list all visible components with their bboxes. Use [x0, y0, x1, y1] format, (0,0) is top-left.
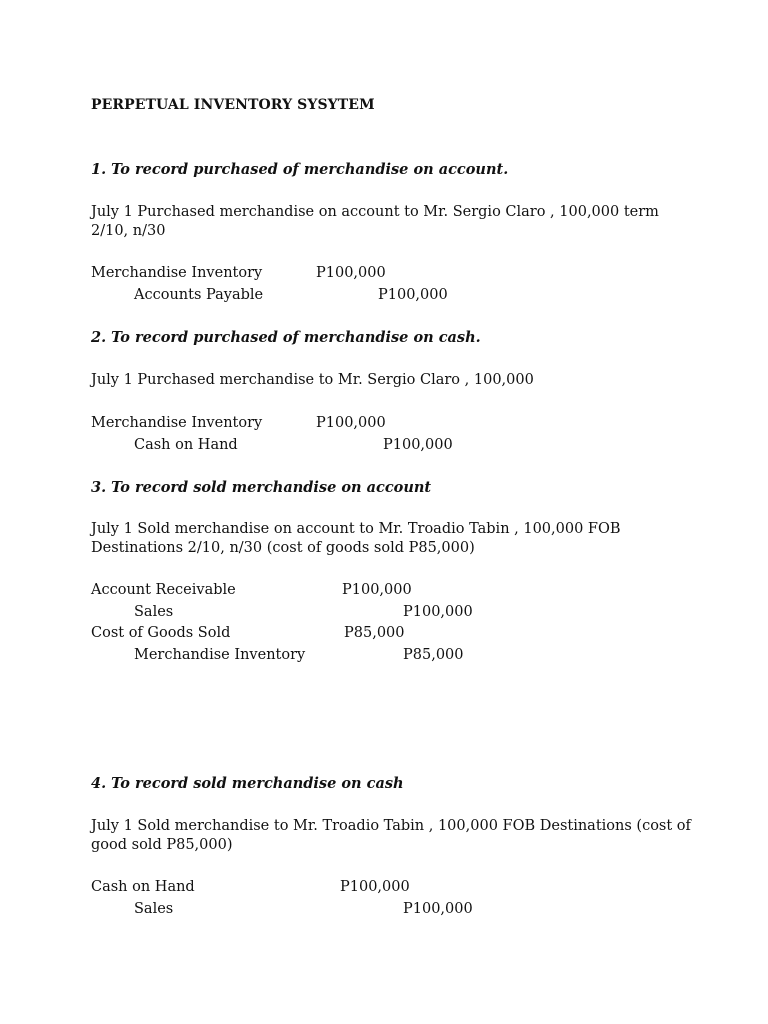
account-name: Merchandise Inventory [91, 415, 263, 431]
credit-amount: P100,000 [378, 287, 448, 303]
account-name: Merchandise Inventory [91, 265, 263, 281]
section-heading: 4. To record sold merchandise on cash [91, 775, 404, 792]
debit-amount: P85,000 [344, 625, 405, 641]
account-name: Cash on Hand [91, 879, 195, 895]
account-name: Merchandise Inventory [134, 647, 306, 663]
section-heading: 2. To record purchased of merchandise on cash. [91, 329, 481, 346]
transaction-description: July 1 Purchased merchandise on account to Mr. Sergio Claro , 100,000 term 2/10, n/30 [91, 204, 659, 239]
credit-amount: P100,000 [383, 437, 453, 453]
transaction-description: July 1 Sold merchandise on account to Mr. Troadio Tabin , 100,000 FOB Destinations 2/10, n/30 (cost of goods sold P85,000) [91, 521, 621, 556]
debit-amount: P100,000 [316, 415, 386, 431]
debit-amount: P100,000 [316, 265, 386, 281]
section-heading: 3. To record sold merchandise on account [91, 479, 432, 496]
account-name: Sales [134, 901, 174, 917]
account-name: Account Receivable [91, 582, 236, 598]
section-heading: 1. To record purchased of merchandise on account. [91, 161, 509, 178]
credit-amount: P85,000 [403, 647, 464, 663]
transaction-description: July 1 Purchased merchandise to Mr. Sergio Claro , 100,000 [91, 372, 534, 388]
document-title: PERPETUAL INVENTORY SYSYTEM [91, 97, 375, 113]
debit-amount: P100,000 [342, 582, 412, 598]
account-name: Cash on Hand [134, 437, 238, 453]
account-name: Sales [134, 604, 174, 620]
account-name: Accounts Payable [134, 287, 264, 303]
account-name: Cost of Goods Sold [91, 625, 231, 641]
debit-amount: P100,000 [340, 879, 410, 895]
credit-amount: P100,000 [403, 604, 473, 620]
transaction-description: July 1 Sold merchandise to Mr. Troadio Tabin , 100,000 FOB Destinations (cost of good sold P85,000) [91, 818, 691, 853]
credit-amount: P100,000 [403, 901, 473, 917]
